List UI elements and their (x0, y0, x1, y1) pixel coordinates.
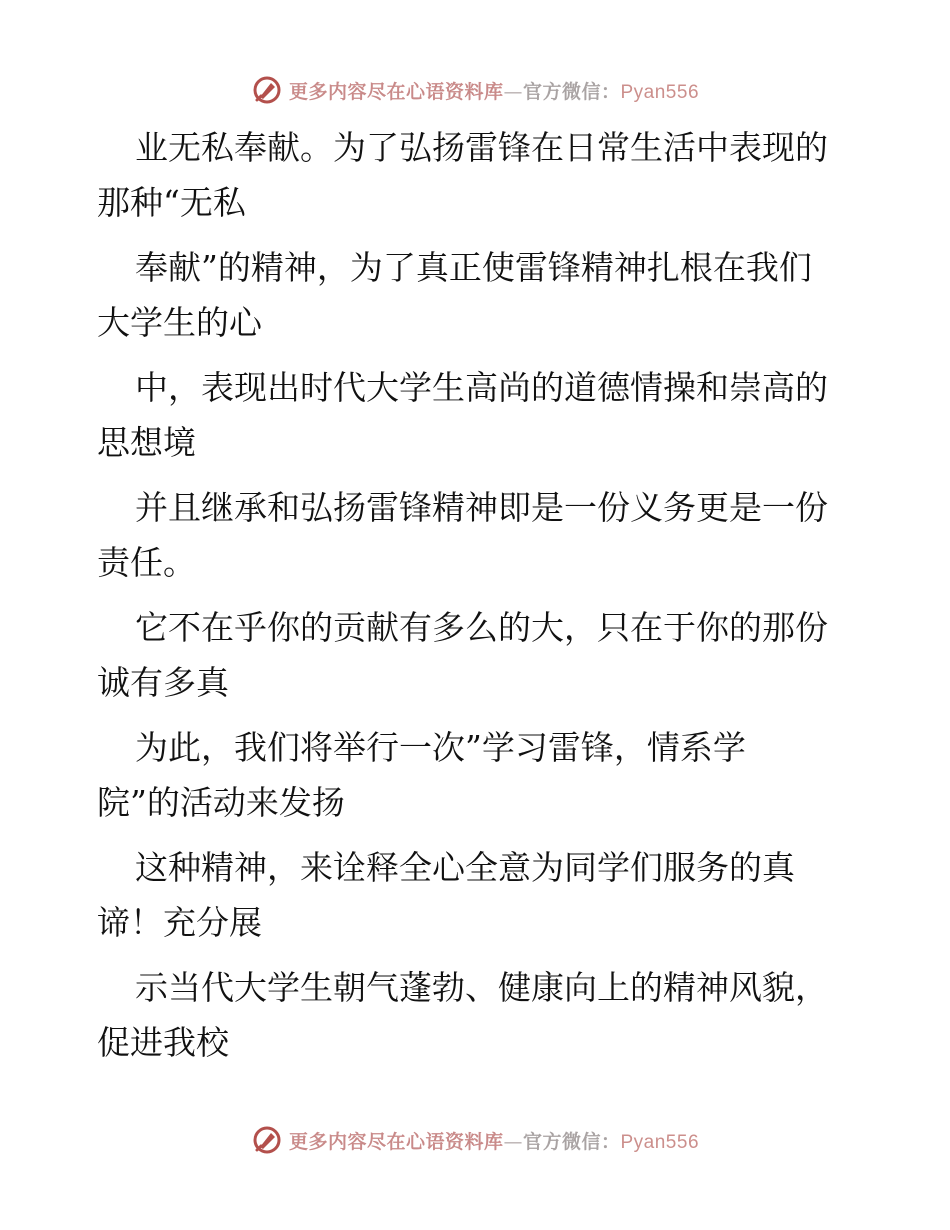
paragraph-line: 诚有多真 (97, 663, 229, 702)
paragraph (97, 720, 857, 830)
paragraph (97, 480, 857, 590)
paragraph-line: 示当代大学生朝气蓬勃、健康向上的精神风貌， (135, 968, 828, 1007)
paragraph-line: 思想境 (97, 423, 196, 462)
paragraph-line: 中，表现出时代大学生高尚的道德情操和崇高的 (135, 368, 828, 407)
paragraph-line: 责任。 (97, 543, 196, 582)
paragraph-line: 那种“无私 (97, 183, 246, 222)
paragraph (97, 840, 857, 950)
paragraph (97, 240, 857, 350)
footer-banner-text (289, 1127, 699, 1154)
document-body (97, 120, 857, 1080)
paragraph-line: 业无私奉献。为了弘扬雷锋在日常生活中表现的 (135, 128, 828, 167)
paragraph-line: 大学生的心 (97, 303, 262, 342)
header-banner-site: 更多内容尽在心语资料库 (288, 80, 504, 103)
footer-banner-site: 更多内容尽在心语资料库 (288, 1130, 504, 1153)
paragraph-line: 谛！充分展 (97, 903, 262, 942)
paragraph (97, 360, 857, 470)
paragraph (97, 120, 857, 230)
paragraph (97, 960, 857, 1070)
footer-banner (0, 1120, 950, 1160)
header-banner-wechat-id: Pyan556 (620, 81, 700, 103)
pen-nib-logo-icon (251, 74, 283, 106)
footer-banner-wechat-label: 官方微信： (522, 1130, 621, 1153)
footer-banner-wechat-id: Pyan556 (620, 1131, 700, 1153)
pen-nib-logo-icon (251, 1124, 283, 1156)
header-banner-wechat-label: 官方微信： (522, 80, 621, 103)
paragraph-line: 为此，我们将举行一次”学习雷锋，情系学 (135, 728, 746, 767)
paragraph-line: 奉献”的精神，为了真正使雷锋精神扎根在我们 (135, 248, 812, 287)
header-banner (0, 70, 950, 110)
paragraph-line: 并且继承和弘扬雷锋精神即是一份义务更是一份 (135, 488, 828, 527)
paragraph-line: 促进我校 (97, 1023, 229, 1062)
footer-banner-dash: — (503, 1130, 523, 1153)
paragraph (97, 600, 857, 710)
paragraph-line: 它不在乎你的贡献有多么的大，只在于你的那份 (135, 608, 828, 647)
paragraph-line: 院”的活动来发扬 (97, 783, 345, 822)
header-banner-dash: — (503, 80, 523, 103)
paragraph-line: 这种精神，来诠释全心全意为同学们服务的真 (135, 848, 795, 887)
header-banner-text (289, 77, 699, 104)
